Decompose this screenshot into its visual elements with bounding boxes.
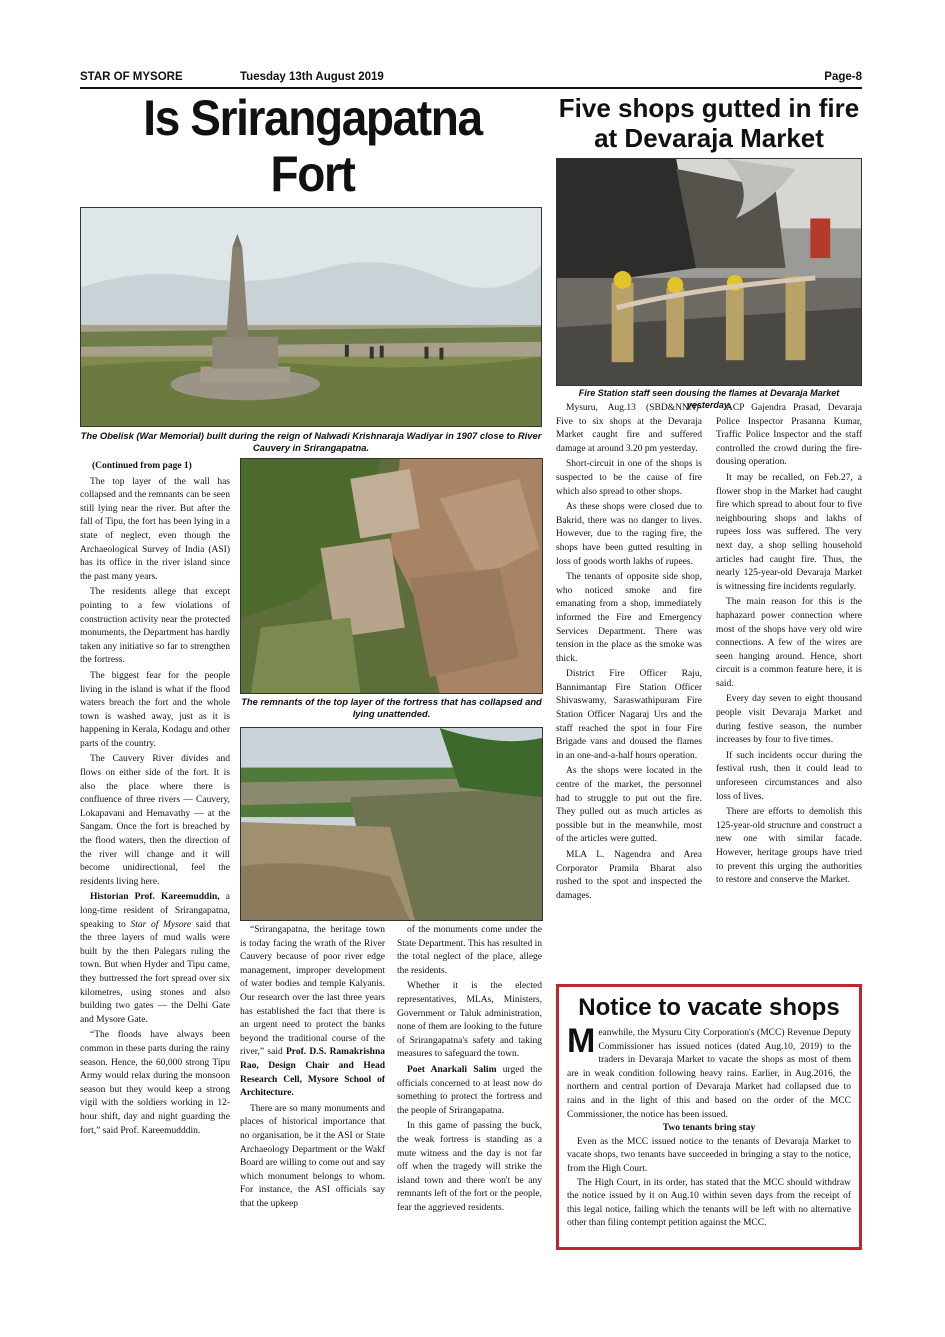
paragraph: Short-circuit in one of the shops is suspected to be the cause of fire which also spread to other shops.	[556, 459, 702, 497]
flooded-wall-photo	[240, 727, 543, 921]
paragraph: Mysuru, Aug.13 (SBD&NNN)- Five to six shops at the Devaraja Market caught fire and suffered damage at around 3.20 pm yesterday.	[556, 403, 702, 454]
left-story-column-3	[397, 924, 542, 1217]
paragraph: Even as the MCC issued notice to the tenants of Devaraja Market to vacate shops, two tenants have succeeded in bringing a stay to the notice, from the High Court.	[567, 1136, 851, 1174]
notice-title: Notice to vacate shops	[578, 994, 840, 1021]
paragraph: The biggest fear for the people living in the island is what if the flood waters breach the fort and the whole town is washed away, just as it is happening in Kerala, Kodagu and other parts of the country.	[80, 670, 230, 749]
notice-subhead: Two tenants bring stay	[662, 1123, 756, 1134]
paragraph: The Cauvery River divides and flows on either side of the fort. It is also the place where there is confluence of three rivers — Cauvery, Lokapavani and Hemavathy — at the Sangam. Once the fort is breached by the flood waters, then the direction of the river will change and it will become unidirectional, feel the residents living here.	[80, 754, 230, 887]
issue-date: Tuesday 13th August 2019	[240, 71, 384, 83]
header-rule	[80, 87, 862, 89]
paragraph: The residents allege that except pointing to a few violations of construction activity near the protected monuments, the Department has hardly taken any initiative so far to strengthen the fortress.	[80, 587, 230, 666]
person-name: Poet Anarkali Salim	[407, 1064, 497, 1075]
left-headline-line1: Is Srirangapatna Fort	[143, 90, 482, 202]
fire-photo-caption: Fire Station staff seen dousing the flames at Devaraja Market yesterday.	[578, 388, 840, 410]
paragraph: Historian Prof. Kareemuddin, a long-time resident of Srirangapatna, speaking to Star of Mysore said that the three layers of mud walls were built by the then Palegars ruling the town. But when Hyder and Tipu came, they buttressed the fort spread over six kilometres, using stones and also building two gates — the Delhi Gate and Mysore Gate.	[80, 892, 230, 1025]
paragraph: Meanwhile, the Mysuru City Corporation's (MCC) Revenue Deputy Commissioner has issued notices (dated Aug.10, 2019) to the traders in Devaraja Market to vacate the shops as most of them are in weak condition following heavy rains. Earlier, in Aug.2016, the northern and central portion of Devaraja Market had collapsed due to rains and in the light of this and based on the order of the MCC Commissioner, the notice has been issued.	[567, 1022, 851, 1120]
left-story-column-1	[80, 460, 230, 1140]
publication-name: STAR OF MYSORE	[80, 71, 183, 83]
page-header	[80, 71, 862, 87]
paragraph: If such incidents occur during the festival rush, then it could lead to unforeseen circumstances and also loss of lives.	[716, 750, 862, 802]
paragraph: There are efforts to demolish this 125-year-old structure and construct a new one with similar facade. However, heritage groups have tried to prevent this urging the authorities to restore and conserve the Market.	[716, 807, 862, 886]
paragraph: The High Court, in its order, has stated that the MCC should withdraw the notice issued by it on Aug.10 within seven days from the receipt of this legal notice, failing which the tenants will be left with no alternative other than filing contempt petition against the MCC.	[567, 1177, 851, 1229]
paragraph: “Srirangapatna, the heritage town is today facing the wrath of the River Cauvery because of poor river edge management, improper development of water bodies and temple Kalyanis. Our research over the last three years has established the fact that there is an urgent need to protect the banks beyond the traditional course of the river,” said Prof. D.S. Ramakrishna Rao, Design Chair and Head Research Cell, Mysore School of Architecture.	[240, 925, 385, 1099]
right-headline	[553, 93, 865, 153]
paragraph: ACP Gajendra Prasad, Devaraja Police Inspector Prasanna Kumar, Traffic Police Inspector and the staff controlled the crowd during the fire-dousing operation.	[716, 403, 862, 468]
paragraph: The top layer of the wall has collapsed and the remnants can be seen still lying near the river. But after the fall of Tipu, the fort has been lying in a state of neglect, even though the Archaeological Survey of India (ASI) has its office in the river island since the past many years.	[80, 476, 230, 582]
paragraph: MLA L. Nagendra and Area Corporator Pramila Bharat also rushed to the spot and inspected the damages.	[556, 850, 702, 901]
publication-reference: Star of Mysore	[130, 919, 192, 930]
fortress-remnants-photo	[240, 458, 543, 694]
continued-note: (Continued from page 1)	[92, 461, 192, 471]
paragraph: District Fire Officer Raju, Bannimantap Fire Station Officer Shivaswamy, Saraswathipuram Fire Station Officer Nagaraj Urs and the staff reached the spot in four Fire Brigade vans and doused the flames in an one-and-a-half hours operation.	[556, 669, 702, 761]
right-headline-line2: at Devaraja Market	[594, 123, 824, 153]
fortress-remnants-caption: The remnants of the top layer of the fortress that has collapsed and lying unattended.	[241, 696, 542, 719]
paragraph: In this game of passing the buck, the weak fortress is standing as a mute witness and the day is not far off when the tragedy will strike the island town and there won't be any remnants left of the fort or the people, fear the aggrieved residents.	[397, 1121, 542, 1213]
paragraph: of the monuments come under the State Department. This has resulted in the total neglect of the place, allege the residents.	[397, 925, 542, 976]
right-headline-line1: Five shops gutted in fire	[558, 93, 860, 123]
paragraph: The tenants of opposite side shop, who noticed smoke and fire emanating from a shop, immediately informed the Fire and Emergency Services Department. There was tension in the place as the smoke was thick.	[556, 572, 702, 664]
paragraph: The main reason for this is the haphazard power connection where most of the shops have very old wire connections. A few of the wires are seen hanging around. Hence, short circuit is a common feature here, it is said.	[716, 597, 862, 689]
drop-cap: M	[567, 1022, 596, 1060]
obelisk-caption: The Obelisk (War Memorial) built during the reign of Nalwadi Krishnaraja Wadiyar in 1907 close to River Cauvery in Srirangapatna.	[80, 430, 542, 453]
paragraph: There are so many monuments and places of historical importance that no organisation, be it the ASI or State Archaeology Department or the Wakf Board are willing to come out and say which monument belongs to whom. For instance, the ASI officials say that the upkeep	[240, 1103, 385, 1209]
obelisk-photo	[80, 207, 542, 427]
notice-box	[556, 984, 862, 1250]
paragraph: As the shops were located in the centre of the market, the personnel had to struggle to put out the fire. They pulled out as much articles as possible but in the meanwhile, most of the articles were gutted.	[556, 766, 702, 845]
paragraph: “The floods have always been common in these parts during the rainy season. Hence, the 60,000 strong Tipu Army would relax during the monsoon season but they would keep a strong vigil with the soldiers working in 12-hour shift, day and night guarding the fort,” said Prof. Kareemudddin.	[80, 1030, 230, 1136]
notice-body	[567, 1022, 851, 1231]
person-name: Prof. D.S. Ramakrishna Rao, Design Chair and Head Research Cell, Mysore School of Architecture.	[240, 1047, 385, 1099]
paragraph: It may be recalled, on Feb.27, a flower shop in the Market had caught fire which spread to about four to five neighbouring shops and lakhs of rupees loss was suffered. The very next day, a shop selling household articles had caught fire. Thus, the nearly 125-year-old Devaraja Market is witnessing fire incidents regularly.	[716, 472, 862, 592]
paragraph: Whether it is the elected representatives, MLAs, Ministers, Government or Taluk administration, none of them are looking to the future of Srirangapatna's safety and taking measures to safeguard the town.	[397, 981, 542, 1060]
paragraph: As these shops were closed due to Bakrid, there was no danger to lives. However, due to the raging fire, the shops have been gutted resulting in loss of goods worth lakhs of rupees.	[556, 502, 702, 567]
paragraph: Poet Anarkali Salim urged the officials concerned to at least now do something to protect the fortress and the people of Srirangapatna.	[397, 1064, 542, 1116]
page-number: Page-8	[824, 71, 862, 83]
left-story-column-2	[240, 924, 385, 1213]
right-story-column-1	[556, 402, 702, 905]
right-story-column-2	[716, 402, 862, 890]
paragraph: Every day seven to eight thousand people visit Devaraja Market and during festive season, the number increases by four to five times.	[716, 694, 862, 746]
fire-photo	[556, 158, 862, 386]
person-name: Historian Prof. Kareemuddin,	[90, 892, 220, 903]
